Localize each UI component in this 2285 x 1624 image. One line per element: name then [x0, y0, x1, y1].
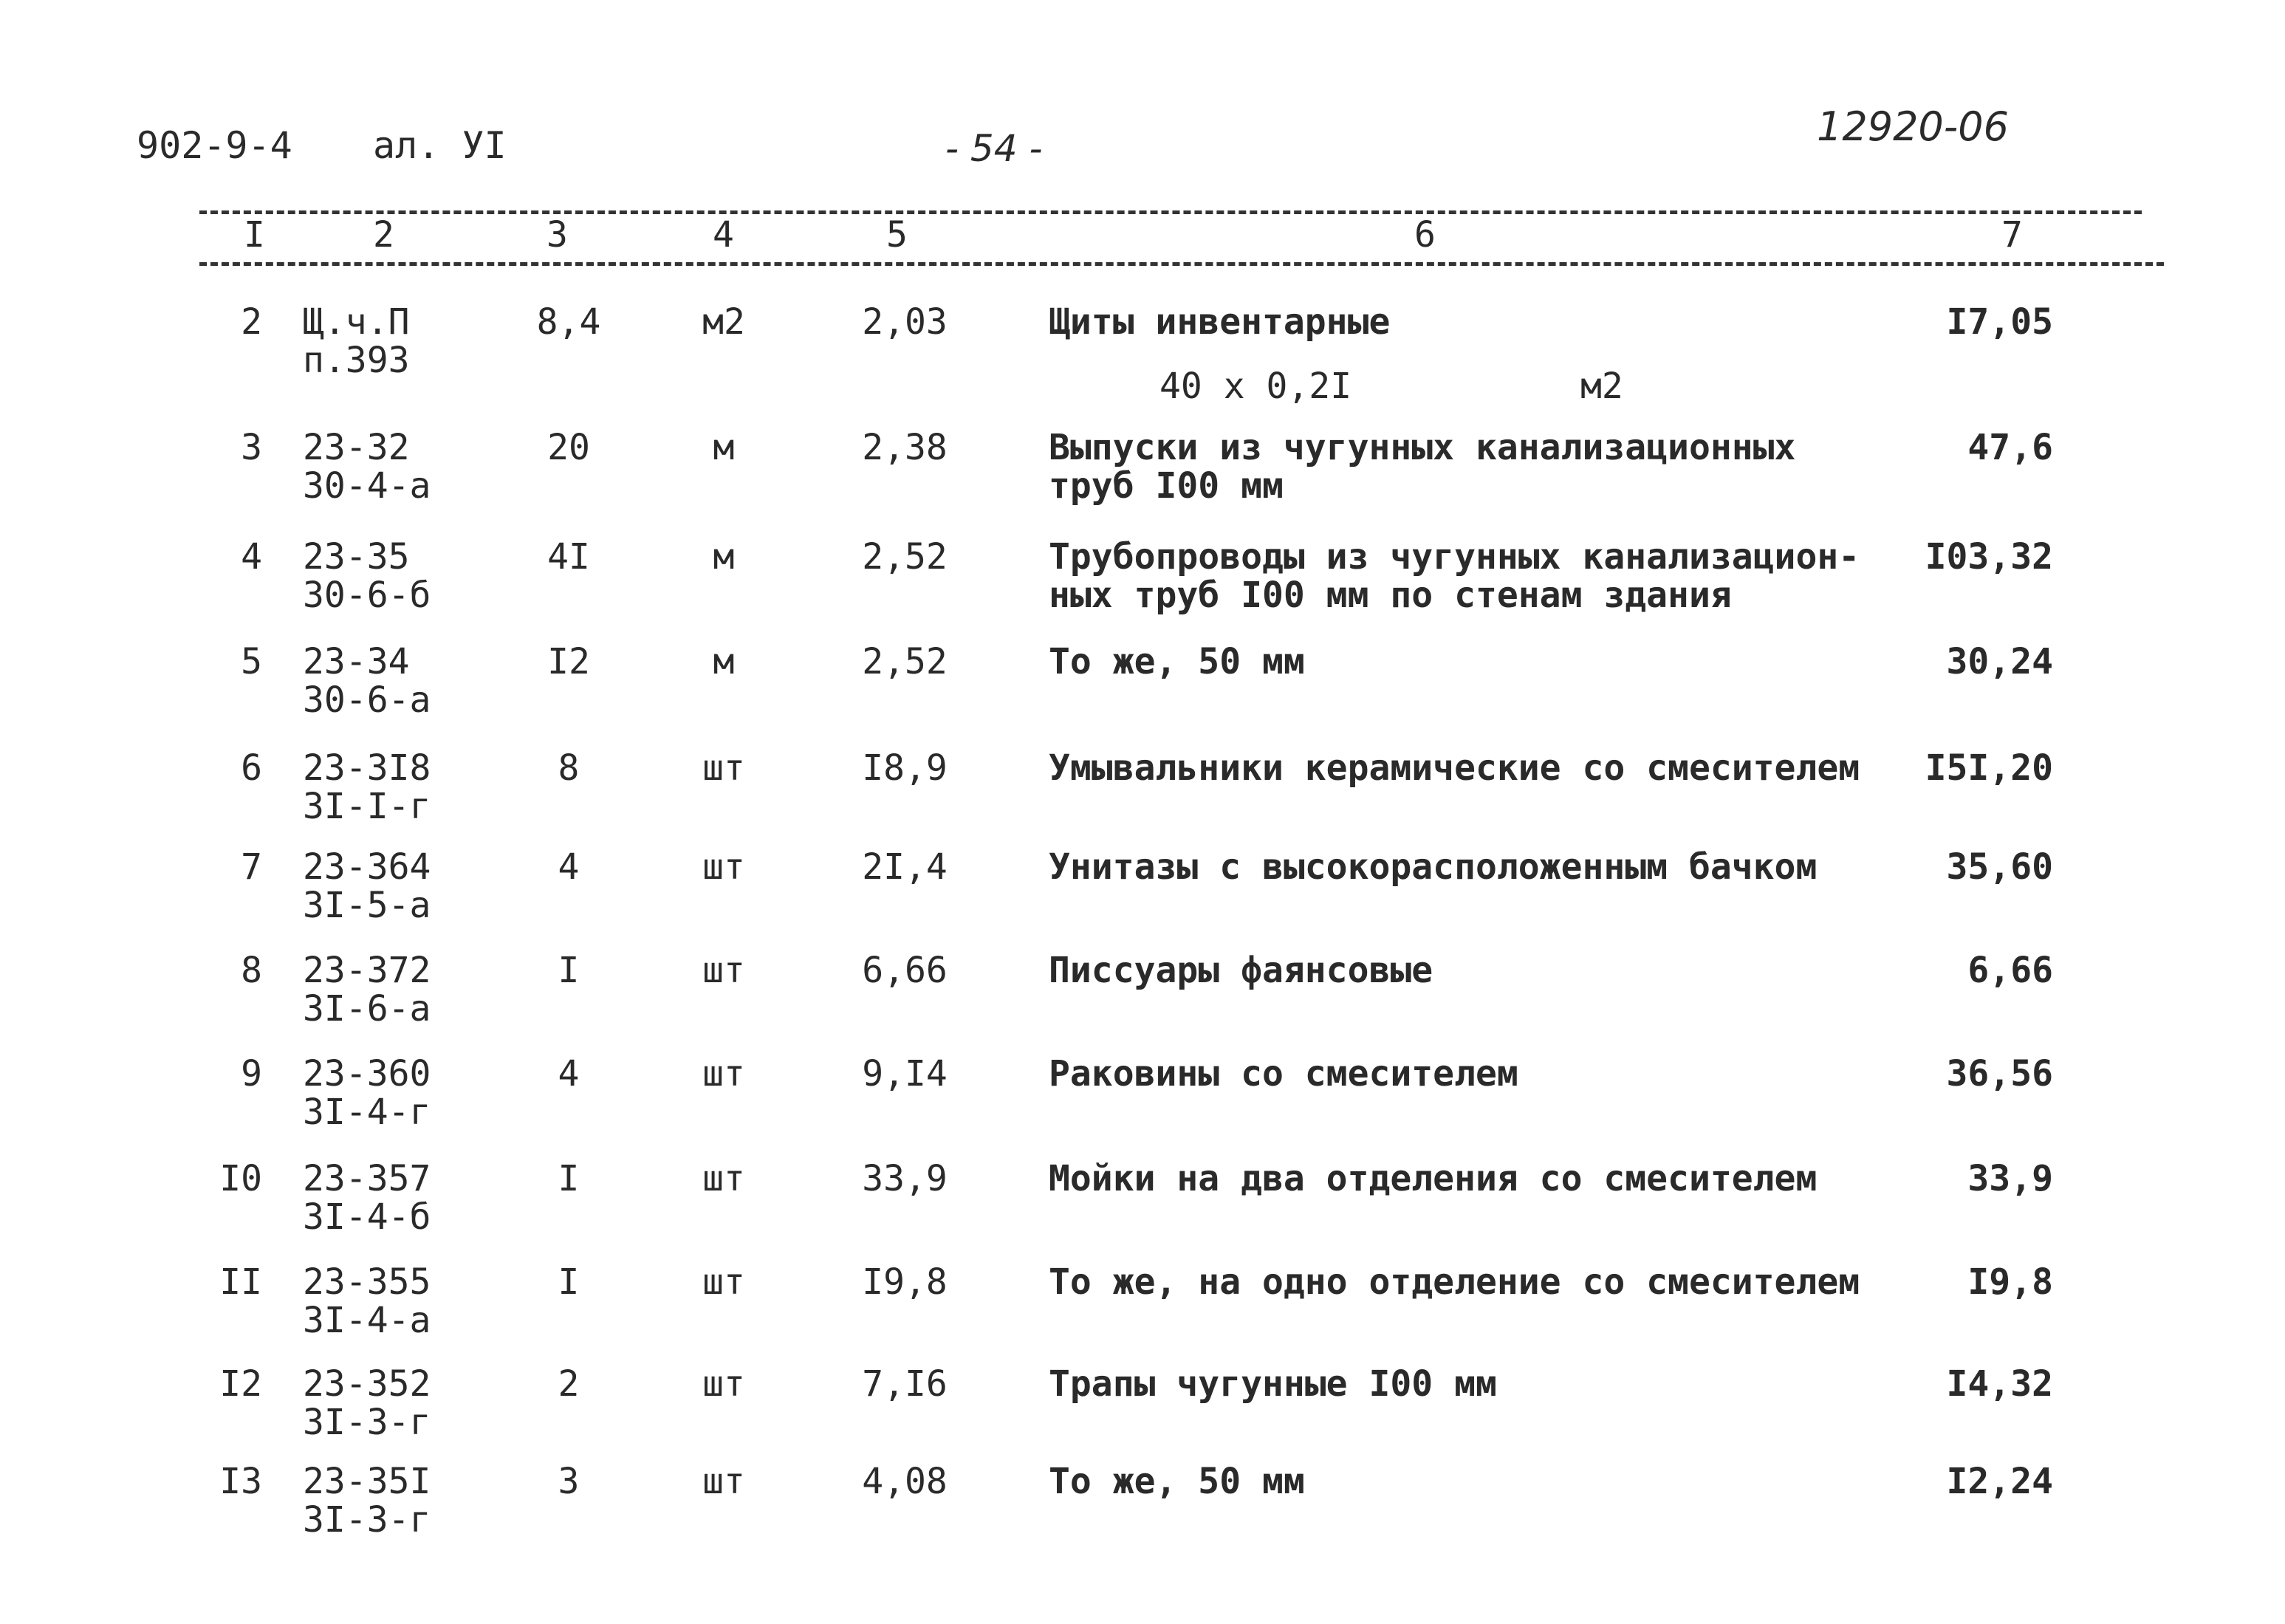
unit: шт	[702, 1261, 745, 1303]
norm-code-line2: 3I-5-а	[303, 885, 431, 926]
unit-price: I8,9	[862, 747, 948, 789]
row-number: II	[219, 1261, 262, 1303]
total-cost: I5I,20	[1925, 747, 2053, 789]
table-row	[0, 303, 2285, 406]
quantity: 4I	[547, 536, 590, 578]
unit-price: 2,52	[862, 641, 948, 682]
quantity: I	[558, 950, 580, 991]
total-cost: I9,8	[1967, 1261, 2053, 1303]
total-cost: 35,60	[1946, 846, 2053, 888]
norm-code-line2: 3I-3-г	[303, 1402, 431, 1443]
quantity: 2	[558, 1363, 580, 1405]
column-header-5: 5	[886, 214, 908, 256]
norm-code	[303, 951, 431, 1028]
quantity: 20	[547, 427, 590, 468]
row-number: 7	[241, 846, 262, 888]
quantity: 8,4	[536, 301, 601, 343]
norm-code-line2: 3I-4-г	[303, 1092, 431, 1133]
total-cost: I03,32	[1925, 536, 2053, 578]
table-row	[0, 643, 2285, 746]
quantity: I2	[547, 641, 590, 682]
total-cost: I4,32	[1946, 1363, 2053, 1405]
total-cost: 36,56	[1946, 1053, 2053, 1094]
table-row	[0, 848, 2285, 951]
unit: шт	[702, 1053, 745, 1094]
total-cost: 47,6	[1967, 427, 2053, 468]
unit: м	[713, 536, 735, 578]
unit-price: 33,9	[862, 1158, 948, 1199]
norm-code-line1: 23-360	[303, 1053, 431, 1094]
norm-code-line2: 3I-I-г	[303, 786, 431, 827]
norm-code-line2: 3I-4-б	[303, 1196, 431, 1238]
quantity: 4	[558, 1053, 580, 1094]
column-header-7: 7	[2001, 214, 2023, 256]
norm-code	[303, 1159, 431, 1236]
unit: шт	[702, 1461, 745, 1502]
row-number: 9	[241, 1053, 262, 1094]
row-number: 5	[241, 641, 262, 682]
norm-code	[303, 643, 431, 719]
table-row	[0, 428, 2285, 532]
unit-price: 6,66	[862, 950, 948, 991]
description-line1: Трубопроводы из чугунных канализацион-	[1049, 536, 1860, 578]
description-line1: То же, 50 мм	[1049, 641, 1305, 682]
norm-code	[303, 428, 431, 505]
description-line1: Раковины со смесителем	[1049, 1053, 1518, 1094]
description	[1049, 428, 1795, 505]
norm-code-line1: 23-357	[303, 1158, 431, 1199]
unit: шт	[702, 747, 745, 789]
total-cost: I2,24	[1946, 1461, 2053, 1502]
header-rule-top	[199, 210, 2142, 214]
norm-code-line1: 23-352	[303, 1363, 431, 1405]
norm-code	[303, 749, 431, 826]
norm-code-line2: 30-6-б	[303, 575, 431, 616]
norm-code-line1: 23-35I	[303, 1461, 431, 1502]
total-cost: 33,9	[1967, 1158, 2053, 1199]
quantity: 4	[558, 846, 580, 888]
unit: шт	[702, 1158, 745, 1199]
description-line1: Трапы чугунные I00 мм	[1049, 1363, 1497, 1405]
norm-code-line2: 3I-4-а	[303, 1300, 431, 1341]
norm-code	[303, 1263, 431, 1340]
row-number: 4	[241, 536, 262, 578]
column-header-4: 4	[713, 214, 734, 256]
document-code: 902-9-4	[137, 124, 292, 167]
description	[1049, 749, 1860, 787]
column-header-1: I	[244, 214, 265, 256]
description	[1049, 1055, 1518, 1093]
description	[1049, 303, 1390, 341]
unit-price: 2,03	[862, 301, 948, 343]
description-line1: Умывальники керамические со смесителем	[1049, 747, 1860, 789]
unit: м2	[702, 301, 745, 343]
norm-code-line2: 3I-6-а	[303, 988, 431, 1029]
description-line1: Щиты инвентарные	[1049, 301, 1391, 343]
norm-code-line1: 23-35	[303, 536, 410, 578]
norm-code-line1: Щ.ч.П	[303, 301, 410, 343]
description-line1: Писсуары фаянсовые	[1049, 950, 1433, 991]
unit-price: 4,08	[862, 1461, 948, 1502]
description-line1: Мойки на два отделения со смесителем	[1049, 1158, 1818, 1199]
description-line1: Унитазы с высокорасположенным бачком	[1049, 846, 1818, 888]
unit-price: 9,I4	[862, 1053, 948, 1094]
description	[1049, 1159, 1817, 1198]
description	[1049, 643, 1305, 681]
norm-code	[303, 1365, 431, 1442]
table-row	[0, 1159, 2285, 1263]
description-line2: труб I00 мм	[1049, 465, 1284, 507]
unit: шт	[702, 950, 745, 991]
unit-price: 2,38	[862, 427, 948, 468]
page-number: - 54 -	[945, 127, 1043, 170]
unit: шт	[702, 846, 745, 888]
table-row	[0, 1263, 2285, 1366]
unit: м	[713, 641, 735, 682]
norm-code	[303, 538, 431, 614]
unit-price: 7,I6	[862, 1363, 948, 1405]
table-row	[0, 749, 2285, 852]
description-line1: То же, на одно отделение со смесителем	[1049, 1261, 1860, 1303]
row-number: 6	[241, 747, 262, 789]
column-header-2: 2	[373, 214, 394, 256]
quantity: 3	[558, 1461, 580, 1502]
norm-code-line1: 23-355	[303, 1261, 431, 1303]
norm-code-line2: 30-4-а	[303, 465, 431, 507]
description	[1049, 1462, 1305, 1501]
shield-dimensions-unit: м2	[1580, 366, 1623, 407]
column-header-3: 3	[547, 214, 568, 256]
norm-code-line1: 23-34	[303, 641, 410, 682]
total-cost: 30,24	[1946, 641, 2053, 682]
row-number: I3	[219, 1461, 262, 1502]
description-line1: Выпуски из чугунных канализационных	[1049, 427, 1796, 468]
norm-code-line1: 23-364	[303, 846, 431, 888]
description	[1049, 1365, 1497, 1403]
table-row	[0, 951, 2285, 1055]
row-number: I2	[219, 1363, 262, 1405]
description	[1049, 538, 1860, 614]
shield-dimensions: 40 х 0,2I	[1159, 366, 1352, 407]
norm-code-line1: 23-372	[303, 950, 431, 991]
quantity: I	[558, 1158, 580, 1199]
column-header-6: 6	[1414, 214, 1436, 256]
norm-code-line1: 23-3I8	[303, 747, 431, 789]
row-number: I0	[219, 1158, 262, 1199]
unit-price: 2,52	[862, 536, 948, 578]
description	[1049, 1263, 1860, 1301]
registration-stamp: 12920-06	[1817, 103, 2009, 150]
album-label: ал. УI	[373, 124, 507, 167]
unit: шт	[702, 1363, 745, 1405]
table-row	[0, 538, 2285, 641]
description-line2: ных труб I00 мм по стенам здания	[1049, 575, 1732, 616]
total-cost: 6,66	[1967, 950, 2053, 991]
description-line1: То же, 50 мм	[1049, 1461, 1305, 1502]
unit-price: I9,8	[862, 1261, 948, 1303]
row-number: 3	[241, 427, 262, 468]
unit-price: 2I,4	[862, 846, 948, 888]
table-row	[0, 1055, 2285, 1158]
quantity: I	[558, 1261, 580, 1303]
norm-code-line1: 23-32	[303, 427, 410, 468]
description	[1049, 951, 1433, 990]
norm-code	[303, 1462, 431, 1539]
norm-code-line2: 3I-3-г	[303, 1499, 431, 1541]
table-row	[0, 1462, 2285, 1566]
header-rule-bottom	[199, 262, 2164, 266]
norm-code-line2: п.393	[303, 340, 410, 381]
norm-code	[303, 848, 431, 925]
total-cost: I7,05	[1946, 301, 2053, 343]
description	[1049, 848, 1817, 886]
norm-code	[303, 1055, 431, 1131]
quantity: 8	[558, 747, 580, 789]
norm-code	[303, 303, 410, 380]
row-number: 8	[241, 950, 262, 991]
unit: м	[713, 427, 735, 468]
row-number: 2	[241, 301, 262, 343]
norm-code-line2: 30-6-а	[303, 679, 431, 721]
table-row	[0, 1365, 2285, 1468]
